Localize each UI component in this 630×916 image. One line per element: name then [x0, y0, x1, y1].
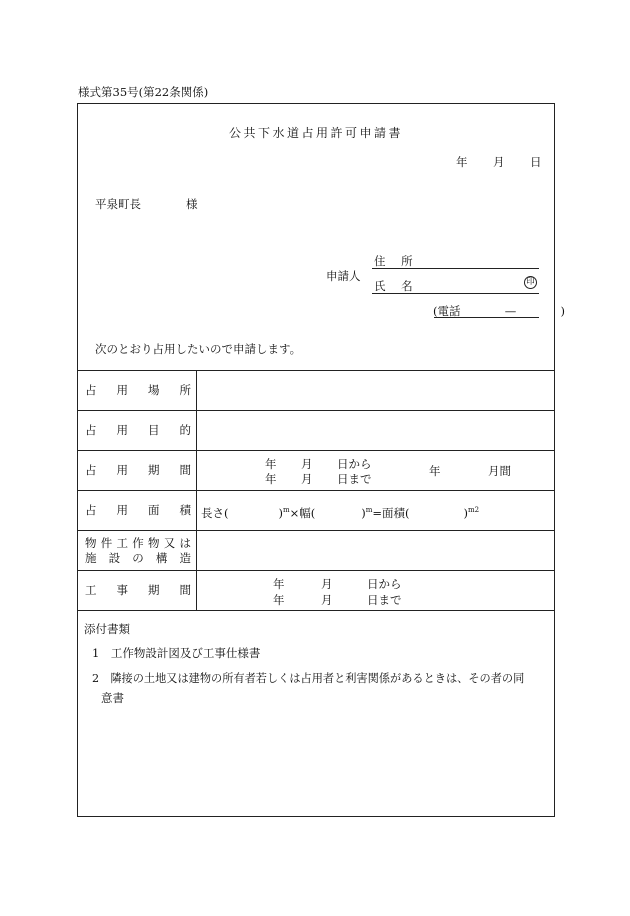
date-year-label: 年	[456, 155, 468, 169]
construction-from-month: 月	[321, 577, 333, 591]
construction-to-day: 日まで	[367, 593, 402, 607]
phone-underline	[434, 317, 539, 318]
duration-year: 年	[429, 464, 441, 478]
purpose-label: 占用目的	[85, 423, 191, 437]
attachments-label: 添付書類	[84, 622, 130, 636]
name-underline	[372, 293, 539, 294]
addressee-honorific: 様	[186, 197, 198, 211]
form-title: 公共下水道占用許可申請書	[228, 126, 403, 140]
period-to-day: 日まで	[337, 472, 372, 486]
length-open: 長さ(	[201, 506, 229, 520]
phone-open: (電話	[433, 304, 461, 318]
construction-from-day: 日から	[367, 577, 402, 591]
period-to-month: 月	[301, 472, 313, 486]
row-divider	[78, 610, 554, 611]
duration-months: 月間	[488, 464, 511, 478]
date-day-label: 日	[530, 155, 542, 169]
address-label: 住 所	[374, 254, 419, 268]
statement-text: 次のとおり占用したいので申請します。	[95, 342, 302, 356]
row-divider	[78, 530, 554, 531]
period-label: 占用期間	[85, 463, 191, 477]
phone-dash: —	[504, 304, 517, 318]
construction-label: 工事期間	[85, 583, 191, 597]
period-from-year: 年	[265, 457, 277, 471]
construction-to-year: 年	[273, 593, 285, 607]
length-close: )	[278, 506, 283, 520]
form-number: 様式第35号(第22条関係)	[78, 85, 209, 99]
period-from-month: 月	[301, 457, 313, 471]
seal-mark: 印	[524, 276, 537, 289]
date-month-label: 月	[493, 155, 505, 169]
length-unit: m	[283, 506, 290, 515]
area-formula	[201, 505, 479, 521]
phone-close: )	[560, 304, 565, 318]
row-divider	[78, 370, 554, 371]
column-divider	[196, 370, 197, 610]
addressee-name: 平泉町長	[95, 197, 141, 211]
row-divider	[78, 450, 554, 451]
row-divider	[78, 410, 554, 411]
period-from-day: 日から	[337, 457, 372, 471]
name-label: 氏 名	[374, 279, 419, 293]
area-label: 占用面積	[85, 503, 191, 517]
structure-label-line1: 物件工作物又は	[85, 536, 191, 550]
period-to-year: 年	[265, 472, 277, 486]
attachment-item-2-cont: 意書	[101, 691, 124, 705]
row-divider	[78, 490, 554, 491]
location-label: 占用場所	[85, 383, 191, 397]
address-underline	[372, 268, 539, 269]
construction-to-month: 月	[321, 593, 333, 607]
width-open: ×幅(	[289, 506, 316, 520]
area-open: =面積(	[372, 506, 410, 520]
application-form	[77, 103, 565, 817]
row-divider	[78, 570, 554, 571]
attachment-item-2: 2 隣接の土地又は建物の所有者若しくは占用者と利害関係があるときは、その者の同	[92, 672, 525, 685]
applicant-label: 申請人	[326, 269, 361, 283]
attachment-item-1: 1 工作物設計図及び工事仕様書	[92, 646, 261, 660]
area-close: )	[463, 506, 469, 520]
area-unit: m2	[468, 506, 480, 515]
structure-label-line2: 施設の構造	[85, 551, 191, 565]
width-close: )	[361, 506, 366, 520]
construction-from-year: 年	[273, 577, 285, 591]
width-unit: m	[365, 506, 373, 515]
